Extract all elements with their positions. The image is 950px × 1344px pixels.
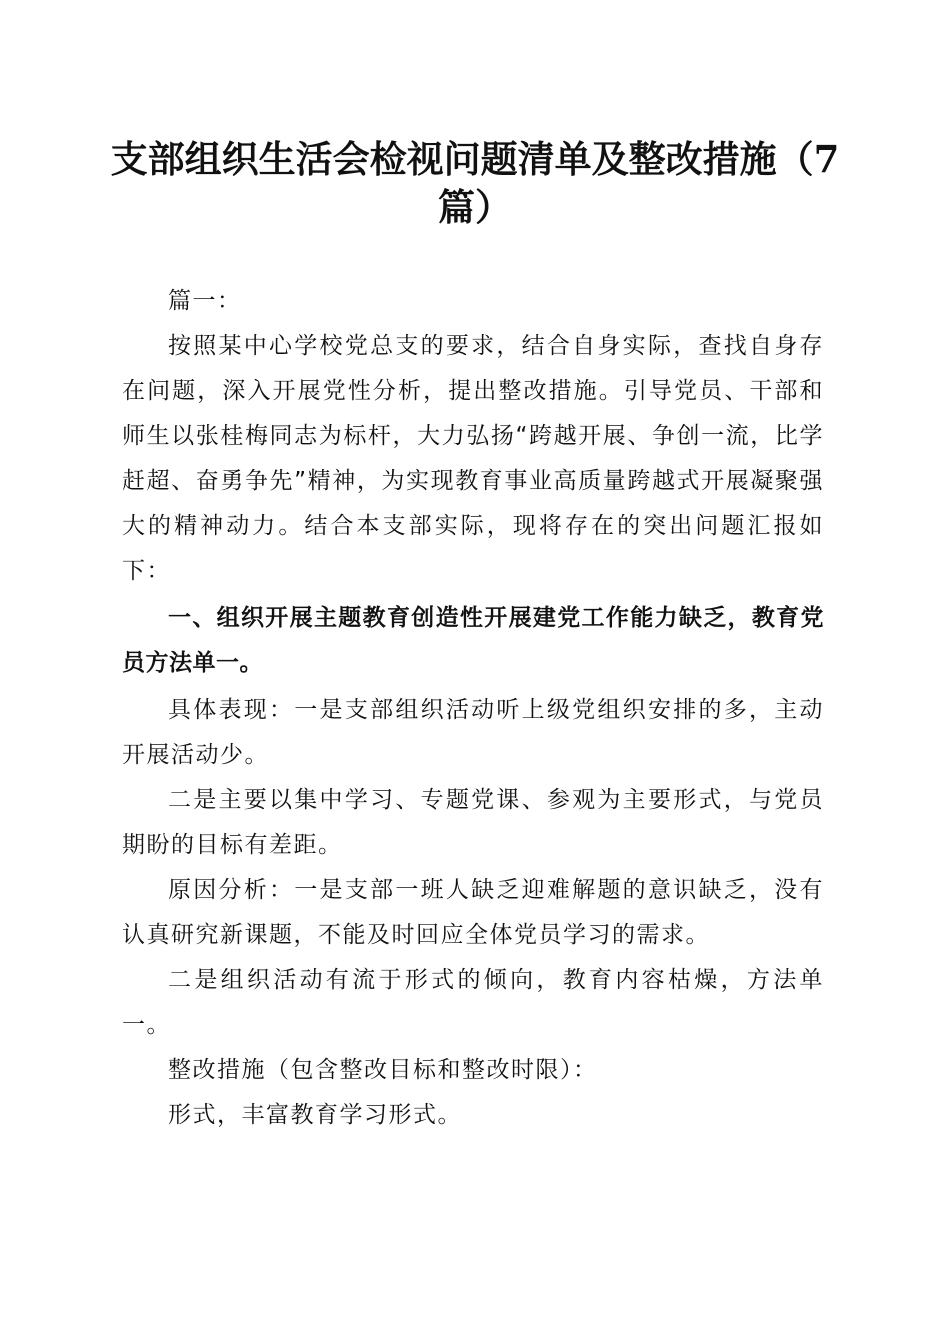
measures-paragraph: 形式，丰富教育学习形式。 — [168, 1102, 462, 1128]
section-heading: 一、组织开展主题教育创造性开展建党工作能力缺乏，教育党员方法单一。 — [122, 605, 824, 676]
performance-paragraph-2: 二是主要以集中学习、专题党课、参观为主要形式，与党员期盼的目标有差距。 — [122, 787, 824, 858]
document-body — [122, 279, 824, 1138]
measures-label: 整改措施（包含整改目标和整改时限）： — [168, 1057, 598, 1083]
cause-paragraph-2: 二是组织活动有流于形式的倾向，教育内容枯燥，方法单一。 — [122, 967, 824, 1038]
cause-paragraph: 原因分析：一是支部一班人缺乏迎难解题的意识缺乏，没有认真研究新课题，不能及时回应全体党员学习的需求。 — [122, 877, 824, 948]
document-title: 支部组织生活会检视问题清单及整改措施（7篇） — [110, 137, 840, 229]
section-label: 篇一： — [168, 288, 242, 314]
intro-paragraph: 按照某中心学校党总支的要求，结合自身实际，查找自身存在问题，深入开展党性分析，提出整改措施。引导党员、干部和师生以张桂梅同志为标杆，大力弘扬“跨越开展、争创一流，比学赶超、奋勇争先”精神，为实现教育事业高质量跨越式开展凝聚强大的精神动力。结合本支部实际，现将存在的突出问题汇报如下： — [122, 333, 824, 584]
performance-paragraph: 具体表现：一是支部组织活动听上级党组织安排的多，主动开展活动少。 — [122, 697, 824, 768]
